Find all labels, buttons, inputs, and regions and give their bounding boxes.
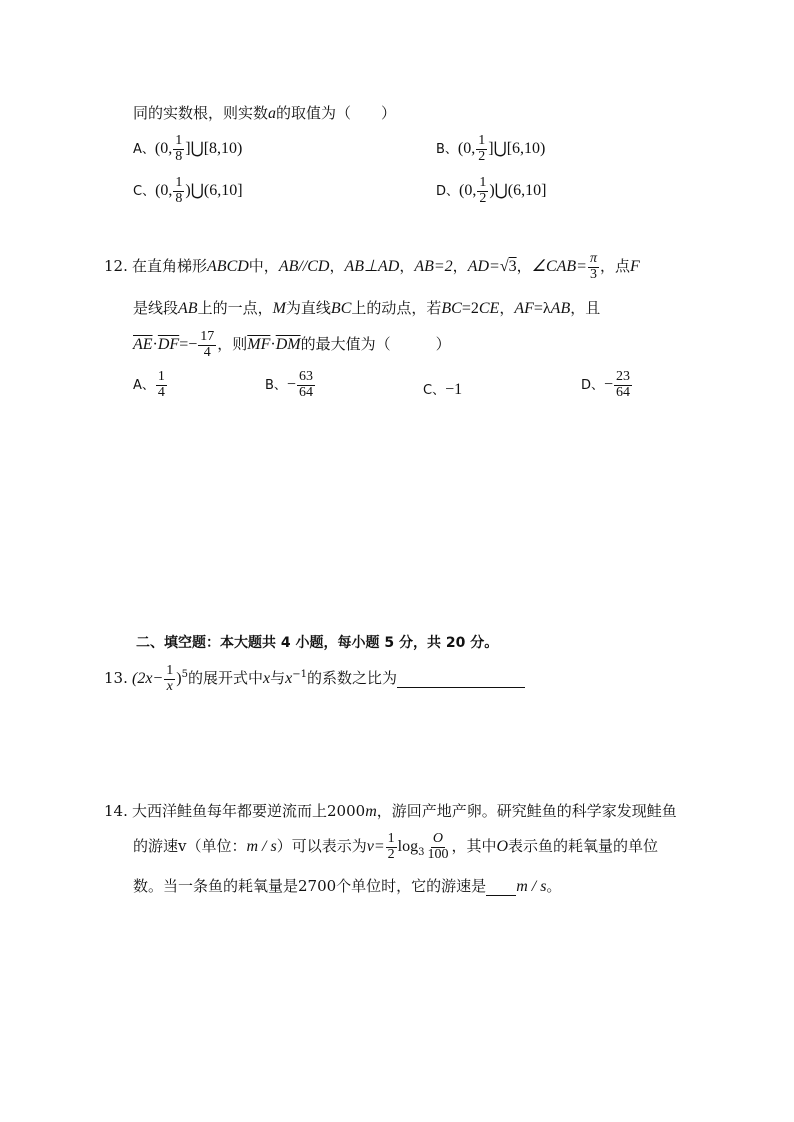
q12-line2: 是线段AB上的一点，M为直线BC上的动点，若BC=2CE，AF=λAB，且 bbox=[133, 299, 601, 317]
question-number: 14. bbox=[104, 802, 128, 820]
q12-eq: =2 bbox=[461, 300, 479, 317]
frac-den: x bbox=[166, 678, 173, 694]
q14-text: 。 bbox=[546, 877, 562, 895]
q11-stem-tail bbox=[133, 102, 396, 123]
q13-exponent: 5 bbox=[181, 669, 188, 681]
q12-point: F bbox=[630, 258, 640, 276]
q14-line1 bbox=[104, 800, 677, 821]
q11-option-a[interactable] bbox=[133, 134, 242, 164]
q12-text: 中， bbox=[248, 257, 279, 276]
frac-den: 2 bbox=[478, 148, 486, 164]
q12-line1: 12. 在直角梯形ABCD中，AB//CD，AB⊥AD，AB=2，AD=√3，∠CAB= $\frac{\pi}{3}$ ，点F bbox=[104, 251, 640, 282]
fraction bbox=[614, 370, 632, 400]
fraction bbox=[477, 176, 488, 206]
q12-cond: AB//CD bbox=[278, 258, 330, 276]
fraction bbox=[588, 252, 599, 282]
frac-num: π bbox=[589, 251, 597, 266]
q12-text: 上的动点，若 bbox=[351, 299, 442, 317]
q12-cond: AB⊥AD bbox=[344, 258, 400, 276]
option-label: D、 bbox=[436, 184, 460, 200]
q11-option-c[interactable] bbox=[133, 176, 243, 206]
q11-option-d[interactable] bbox=[436, 176, 546, 206]
fraction bbox=[173, 134, 184, 164]
q12-seg: AB bbox=[178, 300, 198, 317]
option-label: A、 bbox=[133, 378, 155, 394]
q12-text: ，则 bbox=[217, 335, 248, 354]
frac-den: 8 bbox=[175, 190, 183, 206]
q12-text: 上的一点， bbox=[197, 299, 273, 317]
q14-unit: m bbox=[365, 803, 377, 820]
q14-line3 bbox=[133, 875, 561, 896]
q11-option-b[interactable] bbox=[436, 134, 545, 164]
frac-num: 1 bbox=[157, 369, 165, 384]
q14-unit: m / s bbox=[246, 838, 277, 856]
q12-text: 在直角梯形 bbox=[132, 257, 208, 276]
option-expr: (0, bbox=[155, 182, 173, 200]
fraction bbox=[156, 370, 167, 400]
option-label: A、 bbox=[133, 142, 155, 158]
option-expr: (0, bbox=[457, 140, 476, 158]
sqrt-radicand: 3 bbox=[508, 258, 517, 276]
option-label: B、 bbox=[436, 142, 458, 158]
q12-text: ，且 bbox=[570, 299, 601, 317]
log-base: 3 bbox=[418, 847, 425, 859]
option-expr: ]⋃[6,10) bbox=[488, 140, 546, 158]
frac-den: 2 bbox=[387, 846, 395, 862]
frac-num: 1 bbox=[387, 831, 395, 846]
question-number: 13. bbox=[104, 669, 128, 688]
q13-text: 的系数之比为 bbox=[306, 669, 397, 688]
frac-den: 3 bbox=[589, 266, 597, 282]
frac-num: 1 bbox=[478, 133, 486, 148]
fraction bbox=[386, 832, 397, 862]
q13-exponent: −1 bbox=[292, 669, 307, 681]
q12-text: 为直线 bbox=[285, 299, 331, 317]
frac-num: 1 bbox=[175, 175, 183, 190]
q12-vector: $\overline{MF}$ bbox=[247, 336, 271, 354]
q12-eq: =λ bbox=[533, 300, 551, 317]
fraction bbox=[198, 330, 216, 360]
option-expr: (0, bbox=[154, 140, 173, 158]
q12-vector: BC bbox=[441, 300, 462, 317]
frac-num: 1 bbox=[175, 133, 183, 148]
frac-num: 17 bbox=[200, 329, 215, 344]
q12-text: ，点 bbox=[599, 257, 630, 276]
formula-v: v= bbox=[366, 838, 385, 856]
frac-den: 8 bbox=[175, 148, 183, 164]
q12-point: M bbox=[272, 300, 286, 317]
option-expr: (0, bbox=[459, 182, 477, 200]
q14-unit: m / s bbox=[516, 878, 547, 895]
answer-blank[interactable] bbox=[397, 669, 525, 688]
q12-eq: =− bbox=[179, 336, 198, 354]
q14-text: 数。当一条鱼的耗氧量是2700个单位时，它的游速是 bbox=[133, 877, 487, 895]
fraction bbox=[476, 134, 487, 164]
option-label: C、 bbox=[423, 383, 446, 398]
q13-var: x bbox=[262, 670, 271, 688]
q12-vector: CE bbox=[478, 300, 500, 317]
option-expr: )⋃(6,10] bbox=[489, 182, 547, 200]
fraction bbox=[173, 176, 184, 206]
q13-var: x bbox=[285, 670, 293, 688]
q14-text: ，游回产地产卵。研究鲑鱼的科学家发现鲑鱼 bbox=[376, 802, 677, 820]
fraction bbox=[425, 832, 450, 862]
frac-num: 1 bbox=[479, 175, 487, 190]
section-heading: 二、填空题：本大题共 4 小题，每小题 5 分，共 20 分。 bbox=[136, 635, 499, 651]
q12-vector: $\overline{DF}$ bbox=[157, 336, 180, 354]
frac-den: 64 bbox=[616, 384, 631, 400]
q14-var: O bbox=[496, 838, 509, 856]
q13-line bbox=[104, 664, 525, 694]
q12-vector: AF bbox=[514, 300, 534, 317]
question-number: 12. bbox=[104, 257, 128, 276]
q12-option-c[interactable] bbox=[423, 379, 462, 399]
q14-text: 的游速v（单位： bbox=[133, 837, 247, 856]
frac-num: 1 bbox=[166, 663, 174, 678]
q13-expr: ) bbox=[176, 670, 182, 688]
q13-text: 的展开式中 bbox=[187, 669, 263, 688]
frac-den: 4 bbox=[203, 344, 211, 360]
frac-den: 64 bbox=[298, 384, 313, 400]
q12-text: 是线段 bbox=[133, 299, 179, 317]
dot-operator: · bbox=[270, 336, 276, 354]
q14-text: ）可以表示为 bbox=[276, 837, 367, 856]
minus-sign: − bbox=[286, 376, 296, 394]
q12-option-b[interactable] bbox=[265, 370, 316, 400]
q12-cond: AD= bbox=[467, 258, 500, 276]
dot-operator: · bbox=[152, 336, 158, 354]
q14-text: 大西洋鲑鱼每年都要逆流而上2000 bbox=[132, 802, 366, 820]
q12-vector: $\overline{AE}$ bbox=[133, 336, 153, 354]
q12-vector: AB bbox=[550, 300, 571, 317]
q12-seg: BC bbox=[330, 300, 352, 317]
q13-expr: (2x− bbox=[132, 670, 164, 688]
q12-option-d[interactable] bbox=[581, 370, 633, 400]
q11-var: a bbox=[268, 105, 277, 122]
option-label: D、 bbox=[581, 378, 605, 394]
q14-text: 表示鱼的耗氧量的单位 bbox=[508, 837, 659, 856]
minus-sign: − bbox=[604, 376, 614, 394]
q11-text: 同的实数根，则实数 bbox=[133, 104, 269, 122]
frac-num: 23 bbox=[616, 369, 631, 384]
q12-cond: AB=2 bbox=[414, 258, 453, 276]
option-label: C、 bbox=[133, 184, 156, 200]
q13-text: 与 bbox=[270, 669, 286, 688]
q14-text: ，其中 bbox=[451, 837, 497, 856]
option-expr: )⋃(6,10] bbox=[185, 182, 243, 200]
fraction bbox=[297, 370, 315, 400]
formula-log: log bbox=[397, 838, 419, 856]
frac-den: 4 bbox=[157, 384, 165, 400]
q14-line2 bbox=[133, 832, 658, 862]
q11-text2: 的取值为（ ） bbox=[276, 104, 397, 122]
frac-den: 100 bbox=[427, 846, 449, 862]
q12-cond: ∠CAB= bbox=[531, 258, 587, 276]
q12-option-a[interactable] bbox=[133, 370, 168, 400]
q12-line3 bbox=[133, 330, 451, 360]
q12-text: 的最大值为（ ） bbox=[300, 335, 451, 354]
frac-den: 2 bbox=[479, 190, 487, 206]
option-label: B、 bbox=[265, 378, 287, 394]
frac-num: O bbox=[432, 831, 444, 846]
q12-shape: ABCD bbox=[207, 258, 249, 276]
fraction bbox=[164, 664, 175, 694]
option-expr: ]⋃[8,10) bbox=[185, 140, 243, 158]
option-value: −1 bbox=[445, 381, 463, 398]
q12-vector: $\overline{DM}$ bbox=[275, 336, 301, 354]
frac-num: 63 bbox=[298, 369, 313, 384]
answer-blank[interactable] bbox=[486, 877, 516, 896]
sqrt-symbol: √ bbox=[499, 258, 509, 276]
